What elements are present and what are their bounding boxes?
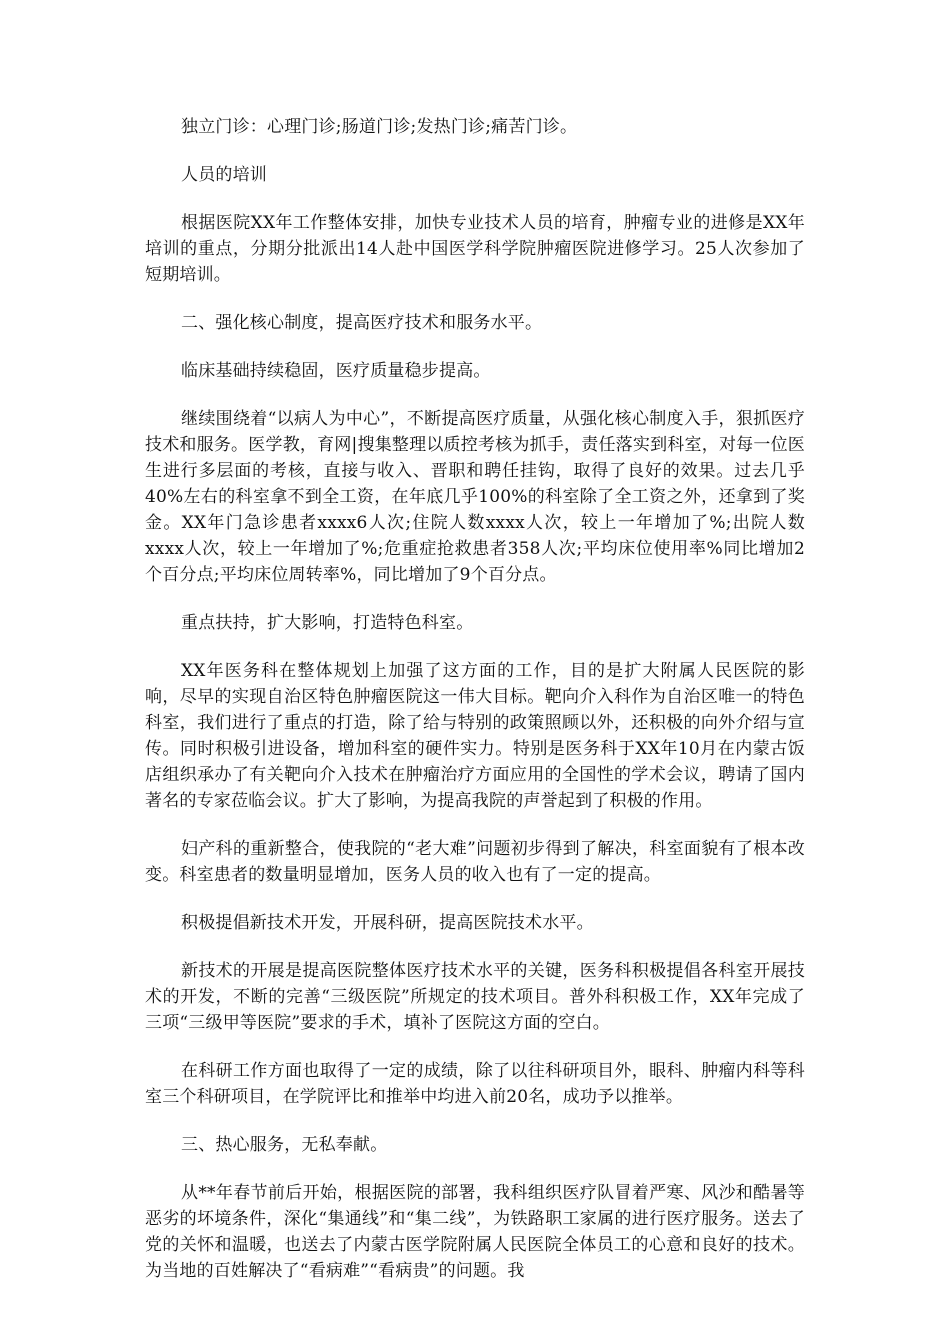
paragraph-medical-service: 从**年春节前后开始，根据医院的部署，我科组织医疗队冒着严寒、风沙和酷暑等恶劣的坏境条件，深化“集通线”和“集二线”，为铁路职工家属的进行医疗服务。送去了党的关怀和温暖，也送去了内蒙古医学院附属人民医院全体员工的心意和良好的技术。为当地的百姓解决了“看病难”“看病贵”的问题。我 xyxy=(145,1183,805,1281)
paragraph-quality-improvement: 继续围绕着“以病人为中心”，不断提高医疗质量，从强化核心制度入手，狠抓医疗技术和服务。医学教，育网|搜集整理以质控考核为抓手，责任落实到科室，对每一位医生进行多层面的考核，直接与收入、晋职和聘任挂钩，取得了良好的效果。过去几乎40%左右的科室拿不到全工资，在年底几乎100%的科室除了全工资之外，还拿到了奖金。XX年门急诊患者xxxx6人次;住院人数xxxx人次，较上一年增加了%;出院人数xxxx人次，较上一年增加了%;危重症抢救患者358人次;平均床位使用率%同比增加2个百分点;平均床位周转率%，同比增加了9个百分点。 xyxy=(145,409,805,585)
paragraph-obstetrics-integration: 妇产科的重新整合，使我院的“老大难”问题初步得到了解决，科室面貌有了根本改变。科室患者的数量明显增加，医务人员的收入也有了一定的提高。 xyxy=(145,839,805,885)
heading-clinical-foundation: 临床基础持续稳固，医疗质量稳步提高。 xyxy=(181,361,491,381)
paragraph-new-technology: 新技术的开展是提高医院整体医疗技术水平的关键，医务科积极提倡各科室开展技术的开发，不断的完善“三级医院”所规定的技术项目。普外科积极工作，XX年完成了三项“三级甲等医院”要求的手术，填补了医院这方面的空白。 xyxy=(145,961,805,1033)
heading-staff-training: 人员的培训 xyxy=(181,165,267,185)
paragraph-featured-departments: XX年医务科在整体规划上加强了这方面的工作，目的是扩大附属人民医院的影响，尽早的实现自治区特色肿瘤医院这一伟大目标。靶向介入科作为自治区唯一的特色科室，我们进行了重点的打造，除了给与特别的政策照顾以外，还积极的向外介绍与宣传。同时积极引进设备，增加科室的硬件实力。特别是医务科于XX年10月在内蒙古饭店组织承办了有关靶向介入技术在肿瘤治疗方面应用的全国性的学术会议，聘请了国内著名的专家莅临会议。扩大了影响，为提高我院的声誉起到了积极的作用。 xyxy=(145,661,805,811)
heading-section-three: 三、热心服务，无私奉献。 xyxy=(181,1135,388,1155)
paragraph-independent-clinics: 独立门诊：心理门诊;肠道门诊;发热门诊;痛苦门诊。 xyxy=(181,117,578,137)
heading-featured-departments: 重点扶持，扩大影响，打造特色科室。 xyxy=(181,613,474,633)
document-body xyxy=(145,114,805,1306)
heading-section-two: 二、强化核心制度，提高医疗技术和服务水平。 xyxy=(181,313,543,333)
paragraph-research: 在科研工作方面也取得了一定的成绩，除了以往科研项目外，眼科、肿瘤内科等科室三个科研项目，在学院评比和推举中均进入前20名，成功予以推举。 xyxy=(145,1061,805,1107)
heading-new-technology: 积极提倡新技术开发，开展科研，提高医院技术水平。 xyxy=(181,913,594,933)
paragraph-training-plan: 根据医院XX年工作整体安排，加快专业技术人员的培育，肿瘤专业的进修是XX年培训的重点，分期分批派出14人赴中国医学科学院肿瘤医院进修学习。25人次参加了短期培训。 xyxy=(145,213,805,285)
